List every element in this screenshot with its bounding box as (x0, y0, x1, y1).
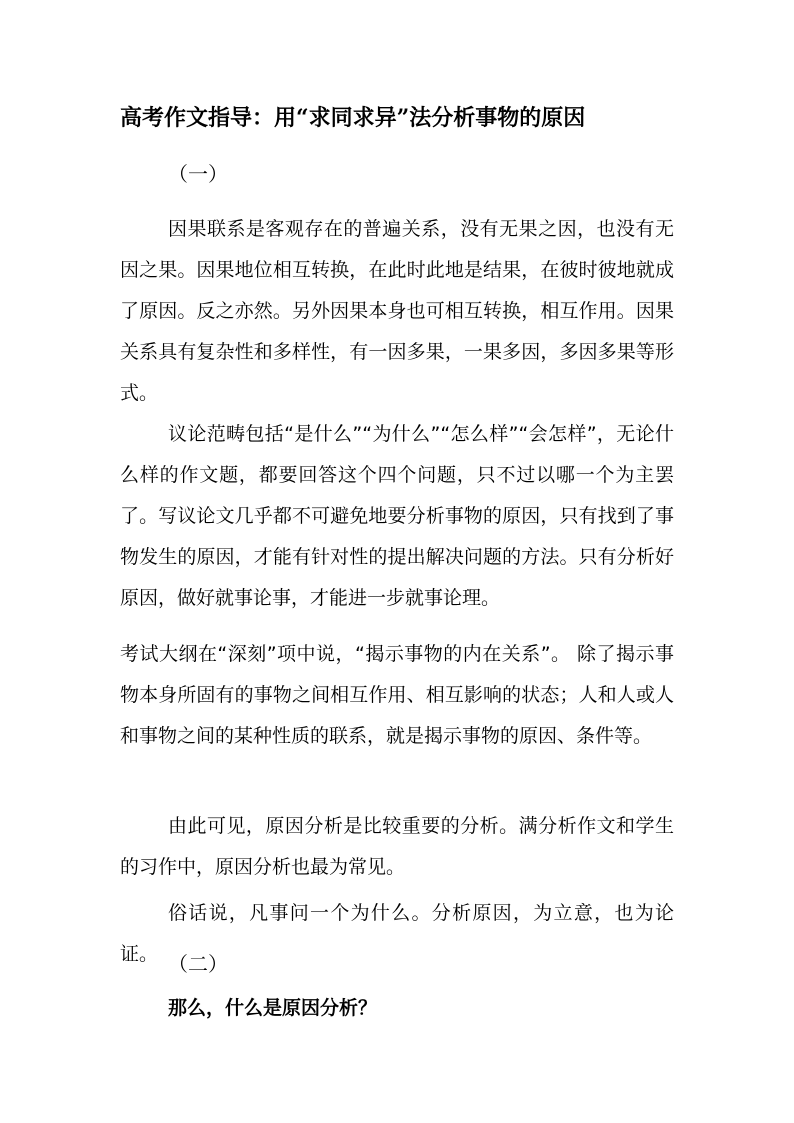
section-two-label: （二） (168, 952, 228, 976)
paragraph-importance: 由此可见，原因分析是比较重要的分析。满分析作文和学生的习作中，原因分析也最为常见。 (120, 815, 674, 878)
paragraph-proverb: 俗话说，凡事问一个为什么。分析原因，为立意，也为论证。 (120, 902, 674, 965)
paragraph-causality: 因果联系是客观存在的普遍关系，没有无果之因，也没有无因之果。因果地位相互转换，在此时此地是结果，在彼时彼地就成了原因。反之亦然。另外因果本身也可相互转换，相互作用。因果关系具有复杂性和多样性，有一因多果，一果多因，多因多果等形式。 (120, 218, 674, 404)
document-title: 高考作文指导：用“求同求异”法分析事物的原因 (120, 105, 586, 131)
section-question: 那么，什么是原因分析？ (168, 997, 378, 1019)
paragraph-argument-scope: 议论范畴包括“是什么”“为什么”“怎么样”“会怎样”，无论什么样的作文题，都要回答这个四个问题，只不过以哪一个为主罢了。写议论文几乎都不可避免地要分析事物的原因，只有找到了事物发生的原因，才能有针对性的提出解决问题的方法。只有分析好原因，做好就事论事，才能进一步就事论理。 (120, 423, 674, 609)
paragraph-exam-outline: 考试大纲在“深刻”项中说，“揭示事物的内在关系”。 除了揭示事物本身所固有的事物之间相互作用、相互影响的状态；人和人或人和事物之间的某种性质的联系，就是揭示事物的原因、条件等。 (120, 643, 674, 747)
section-one-label: （一） (168, 162, 228, 186)
